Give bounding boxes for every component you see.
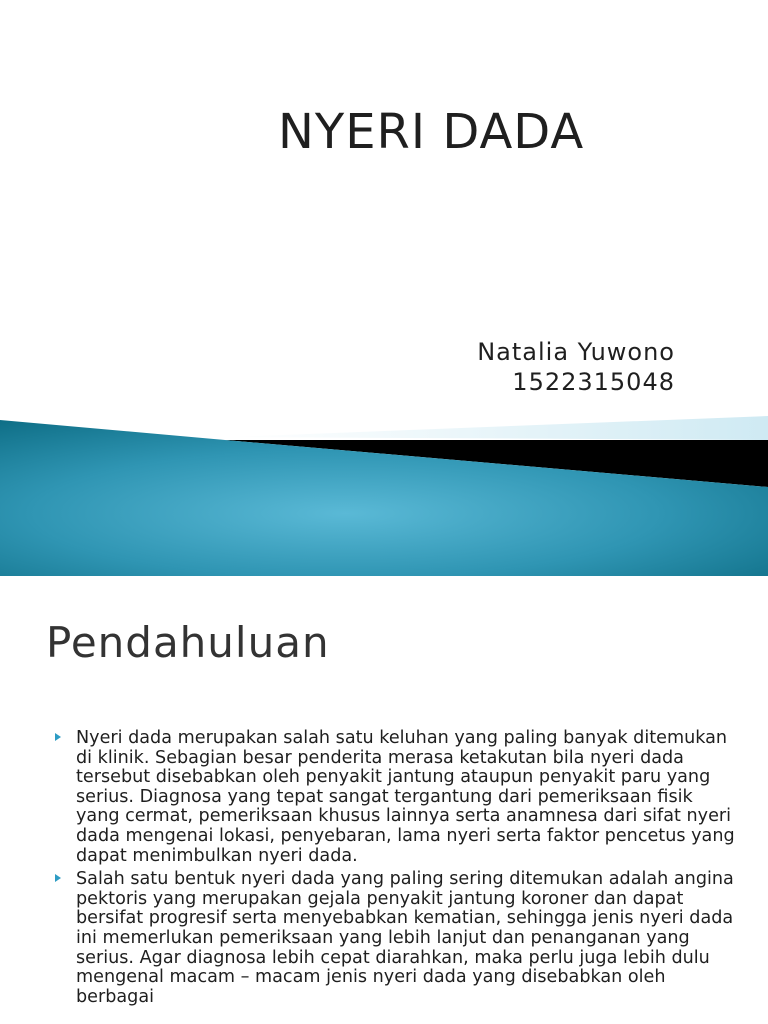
author-name: Natalia Yuwono [477,338,675,366]
bullet-arrow-icon [55,733,61,741]
band-pale-stripe [230,416,768,440]
author-block [477,337,675,397]
slide-title: NYERI DADA [278,104,585,160]
bullet-item [46,729,736,866]
section-title: Pendahuluan [46,618,330,667]
bullet-list [46,729,736,1011]
bullet-arrow-icon [55,874,61,882]
content-slide [0,576,768,1024]
author-id: 1522315048 [512,368,675,396]
bullet-text: Nyeri dada merupakan salah satu keluhan yang paling banyak ditemukan di klinik. Sebagian besar penderita merasa ketakutan bila nyeri dada tersebut disebabkan oleh penyakit jantung ataupun penyakit paru yang serius. Diagnosa yang tepat sangat tergantung dari pemeriksaan fisik yang cermat, pemeriksaan khusus lainnya serta anamnesa dari sifat nyeri dada mengenai lokasi, penyebaran, lama nyeri serta faktor pencetus yang dapat menimbulkan nyeri dada. [76,728,735,866]
bullet-item [46,870,736,1007]
bullet-text: Salah satu bentuk nyeri dada yang paling sering ditemukan adalah angina pektoris yang merupakan gejala penyakit jantung koroner dan dapat bersifat progresif serta menyebabkan kematian, sehingga jenis nyeri dada ini memerlukan pemeriksaan yang lebih lanjut dan penanganan yang serius. Agar diagnosa lebih cepat diarahkan, maka perlu juga lebih dulu mengenal macam – macam jenis nyeri dada yang disebabkan oleh berbagai [76,869,734,1007]
